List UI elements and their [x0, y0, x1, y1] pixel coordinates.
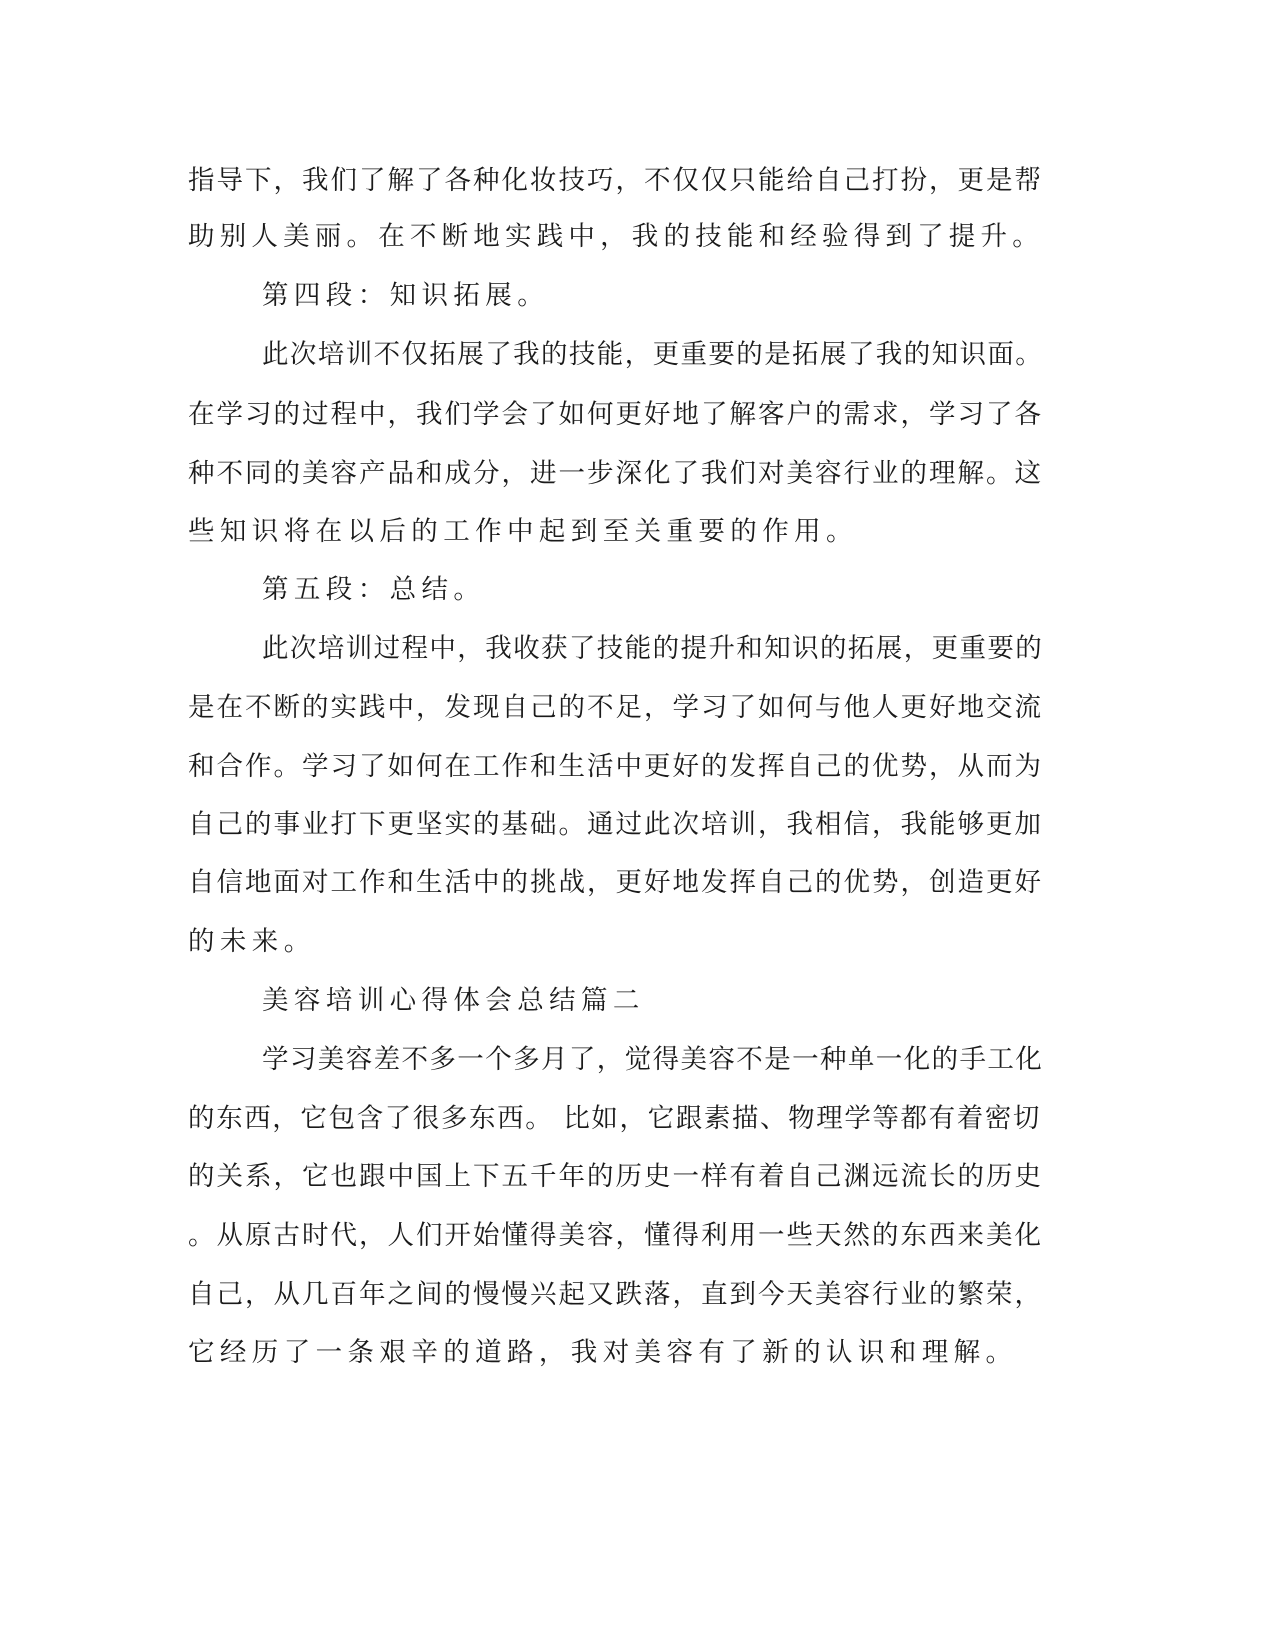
text-line: 的东西，它包含了很多东西。 比如，它跟素描、物理学等都有着密切 — [188, 1103, 1042, 1134]
text-line: 是在不断的实践中，发现自己的不足，学习了如何与他人更好地交流 — [188, 692, 1043, 723]
text-line: 助别人美丽。在不断地实践中，我的技能和经验得到了提升。 — [188, 221, 1044, 252]
section-heading: 第五段：总结。 — [262, 574, 486, 605]
text-line: 自己的事业打下更坚实的基础。通过此次培训，我相信，我能够更加 — [188, 809, 1043, 840]
text-line: 在学习的过程中，我们学会了如何更好地了解客户的需求，学习了各 — [188, 399, 1043, 430]
text-line: 自己，从几百年之间的慢慢兴起又跌落，直到今天美容行业的繁荣， — [188, 1279, 1043, 1310]
text-line: 。从原古时代，人们开始懂得美容，懂得利用一些天然的东西来美化 — [188, 1220, 1043, 1251]
text-line: 的未来。 — [188, 926, 316, 957]
text-line: 此次培训不仅拓展了我的技能，更重要的是拓展了我的知识面。 — [262, 339, 1044, 370]
text-line: 自信地面对工作和生活中的挑战，更好地发挥自己的优势，创造更好 — [188, 867, 1043, 898]
text-line: 些知识将在以后的工作中起到至关重要的作用。 — [188, 516, 858, 547]
text-line: 和合作。学习了如何在工作和生活中更好的发挥自己的优势，从而为 — [188, 751, 1043, 782]
section-heading: 美容培训心得体会总结篇二 — [262, 985, 645, 1016]
text-line: 种不同的美容产品和成分，进一步深化了我们对美容行业的理解。这 — [188, 458, 1043, 489]
text-line: 的关系，它也跟中国上下五千年的历史一样有着自己渊远流长的历史 — [188, 1161, 1043, 1192]
text-line: 学习美容差不多一个多月了，觉得美容不是一种单一化的手工化 — [262, 1044, 1044, 1075]
text-line: 此次培训过程中，我收获了技能的提升和知识的拓展，更重要的 — [262, 633, 1044, 664]
text-line: 它经历了一条艰辛的道路，我对美容有了新的认识和理解。 — [188, 1337, 1018, 1368]
text-line: 指导下，我们了解了各种化妆技巧，不仅仅只能给自己打扮，更是帮 — [188, 165, 1043, 196]
section-heading: 第四段：知识拓展。 — [262, 280, 550, 311]
